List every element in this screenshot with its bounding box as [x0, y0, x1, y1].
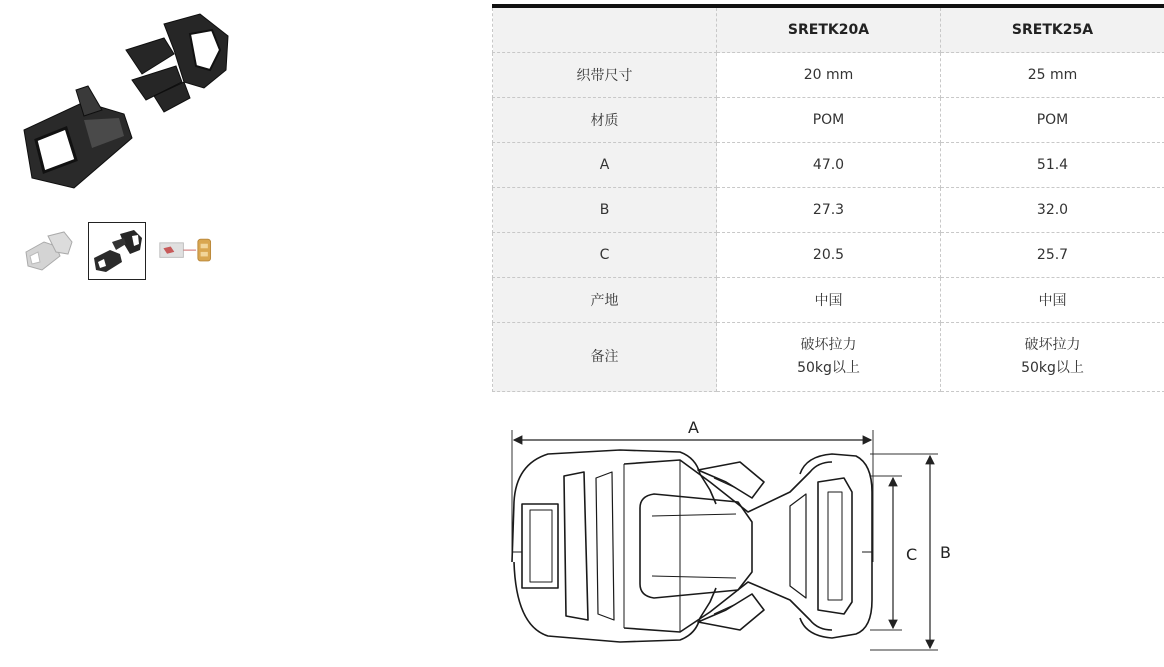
- buckle-dimension-diagram: [500, 412, 970, 664]
- table-cell: 中国: [717, 278, 941, 323]
- table-row: [493, 188, 1164, 233]
- transparent-buckle-icon: [20, 226, 74, 276]
- note-line: 50kg以上: [1021, 360, 1084, 376]
- thumbnail-clear-and-tan-buckle[interactable]: [158, 222, 216, 280]
- table-cell: 47.0: [717, 143, 941, 188]
- table-row: [493, 53, 1164, 98]
- table-cell: 20.5: [717, 233, 941, 278]
- dimension-label-c: C: [906, 545, 918, 564]
- row-label: 产地: [493, 278, 717, 323]
- table-cell: 51.4: [941, 143, 1164, 188]
- dimension-label-a: A: [688, 418, 699, 437]
- buckle-photo-icon: [14, 10, 244, 200]
- note-line: 破坏拉力: [800, 337, 857, 353]
- table-cell: 25 mm: [941, 53, 1164, 98]
- thumbnail-black-buckle[interactable]: [88, 222, 146, 280]
- note-line: 破坏拉力: [1024, 337, 1081, 353]
- table-cell: 25.7: [941, 233, 1164, 278]
- row-label: 备注: [493, 323, 717, 392]
- note-line: 50kg以上: [797, 360, 860, 376]
- row-label: B: [493, 188, 717, 233]
- table-row: [493, 98, 1164, 143]
- row-label: 材质: [493, 98, 717, 143]
- table-cell: 中国: [941, 278, 1164, 323]
- table-cell: 27.3: [717, 188, 941, 233]
- main-product-image: [14, 10, 244, 200]
- thumbnail-strip: [18, 222, 216, 280]
- table-cell: 32.0: [941, 188, 1164, 233]
- table-row-note: [493, 323, 1164, 392]
- table-header-cell: [493, 6, 717, 53]
- table-cell: [941, 323, 1164, 392]
- table-header-row: [493, 6, 1164, 53]
- table-cell: POM: [941, 98, 1164, 143]
- row-label: A: [493, 143, 717, 188]
- table-row: [493, 278, 1164, 323]
- black-buckle-icon: [90, 226, 144, 276]
- dimension-label-b: B: [940, 543, 951, 562]
- table-cell: 20 mm: [717, 53, 941, 98]
- table-row: [493, 233, 1164, 278]
- table-header-cell: SRETK25A: [941, 6, 1164, 53]
- table-row: [493, 143, 1164, 188]
- buckle-line-drawing-icon: [500, 412, 970, 664]
- table-header-cell: SRETK20A: [717, 6, 941, 53]
- row-label: C: [493, 233, 717, 278]
- table-cell: POM: [717, 98, 941, 143]
- thumbnail-transparent-buckle[interactable]: [18, 222, 76, 280]
- table-cell: [717, 323, 941, 392]
- clear-and-tan-buckle-icon: [158, 226, 216, 276]
- spec-table: [492, 4, 1164, 392]
- row-label: 织带尺寸: [493, 53, 717, 98]
